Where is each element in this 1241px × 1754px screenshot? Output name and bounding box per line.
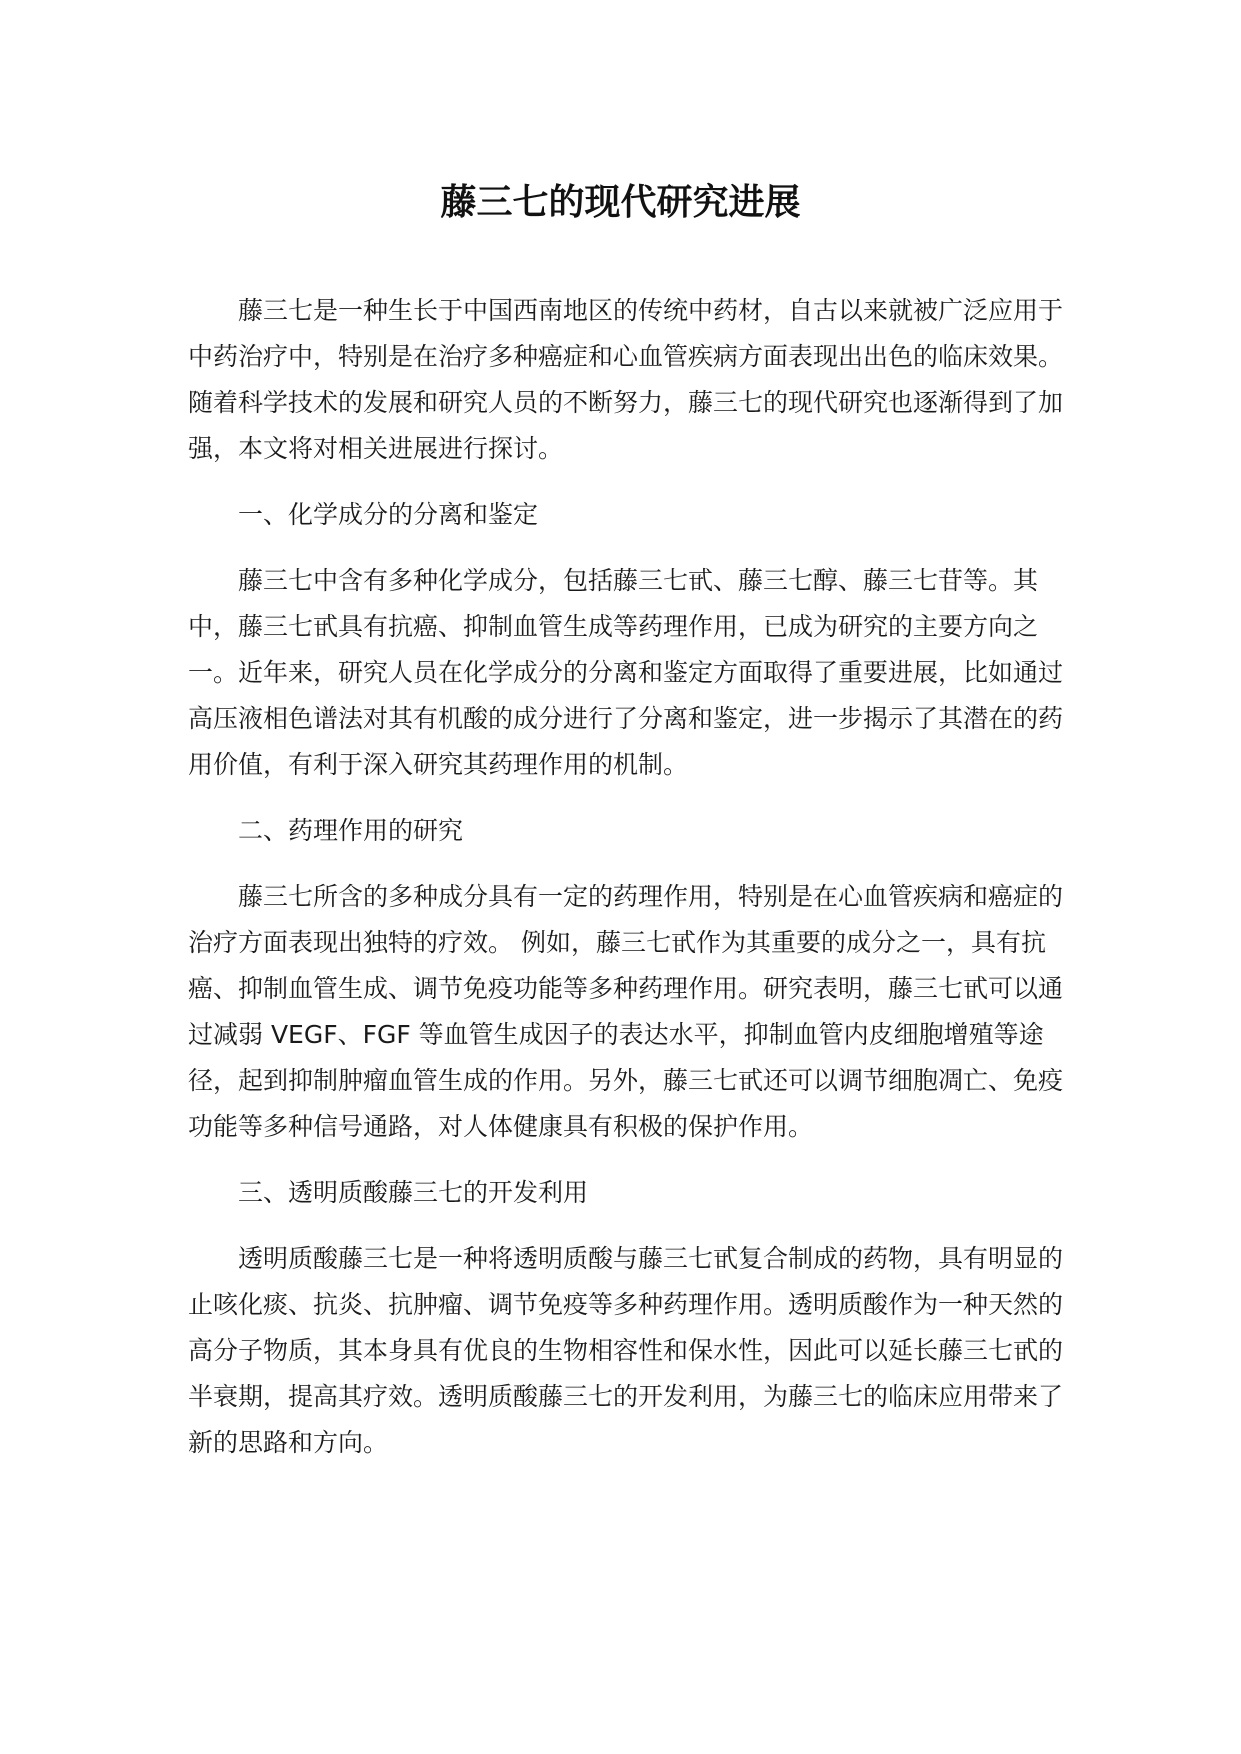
document-title: 藤三七的现代研究进展 (440, 182, 801, 223)
section-paragraph: 透明质酸藤三七是一种将透明质酸与藤三七甙复合制成的药物，具有明显的止咳化痰、抗炎、抗肿瘤、调节免疫等多种药理作用。透明质酸作为一种天然的高分子物质，其本身具有优良的生物相容性和保水性，因此可以延长藤三七甙的半衰期，提高其疗效。透明质酸藤三七的开发利用，为藤三七的临床应用带来了新的思路和方向。 (188, 1244, 1064, 1457)
section-chemical-components (188, 492, 1068, 788)
section-heading: 三、透明质酸藤三七的开发利用 (238, 1178, 589, 1207)
intro-paragraph: 藤三七是一种生长于中国西南地区的传统中药材，自古以来就被广泛应用于中药治疗中，特别是在治疗多种癌症和心血管疾病方面表现出出色的临床效果。随着科学技术的发展和研究人员的不断努力，藤三七的现代研究也逐渐得到了加强，本文将对相关进展进行探讨。 (188, 296, 1064, 463)
section-heading: 二、药理作用的研究 (238, 816, 464, 845)
section-paragraph: 藤三七中含有多种化学成分，包括藤三七甙、藤三七醇、藤三七苷等。其中，藤三七甙具有抗癌、抑制血管生成等药理作用，已成为研究的主要方向之一。近年来，研究人员在化学成分的分离和鉴定方面取得了重要进展，比如通过高压液相色谱法对其有机酸的成分进行了分离和鉴定，进一步揭示了其潜在的药用价值，有利于深入研究其药理作用的机制。 (188, 566, 1064, 779)
document-body (188, 288, 1068, 1486)
section-paragraph: 藤三七所含的多种成分具有一定的药理作用，特别是在心血管疾病和癌症的治疗方面表现出独特的疗效。 例如，藤三七甙作为其重要的成分之一，具有抗癌、抑制血管生成、调节免疫功能等多种药理作用。研究表明，藤三七甙可以通过减弱 VEGF、FGF 等血管生成因子的表达水平，抑制血管内皮细胞增殖等途径，起到抑制肿瘤血管生成的作用。另外，藤三七甙还可以调节细胞凋亡、免疫功能等多种信号通路，对人体健康具有积极的保护作用。 (188, 882, 1064, 1141)
section-pharmacology (188, 808, 1068, 1150)
section-hyaluronic-development (188, 1170, 1068, 1466)
section-heading: 一、化学成分的分离和鉴定 (238, 500, 539, 529)
